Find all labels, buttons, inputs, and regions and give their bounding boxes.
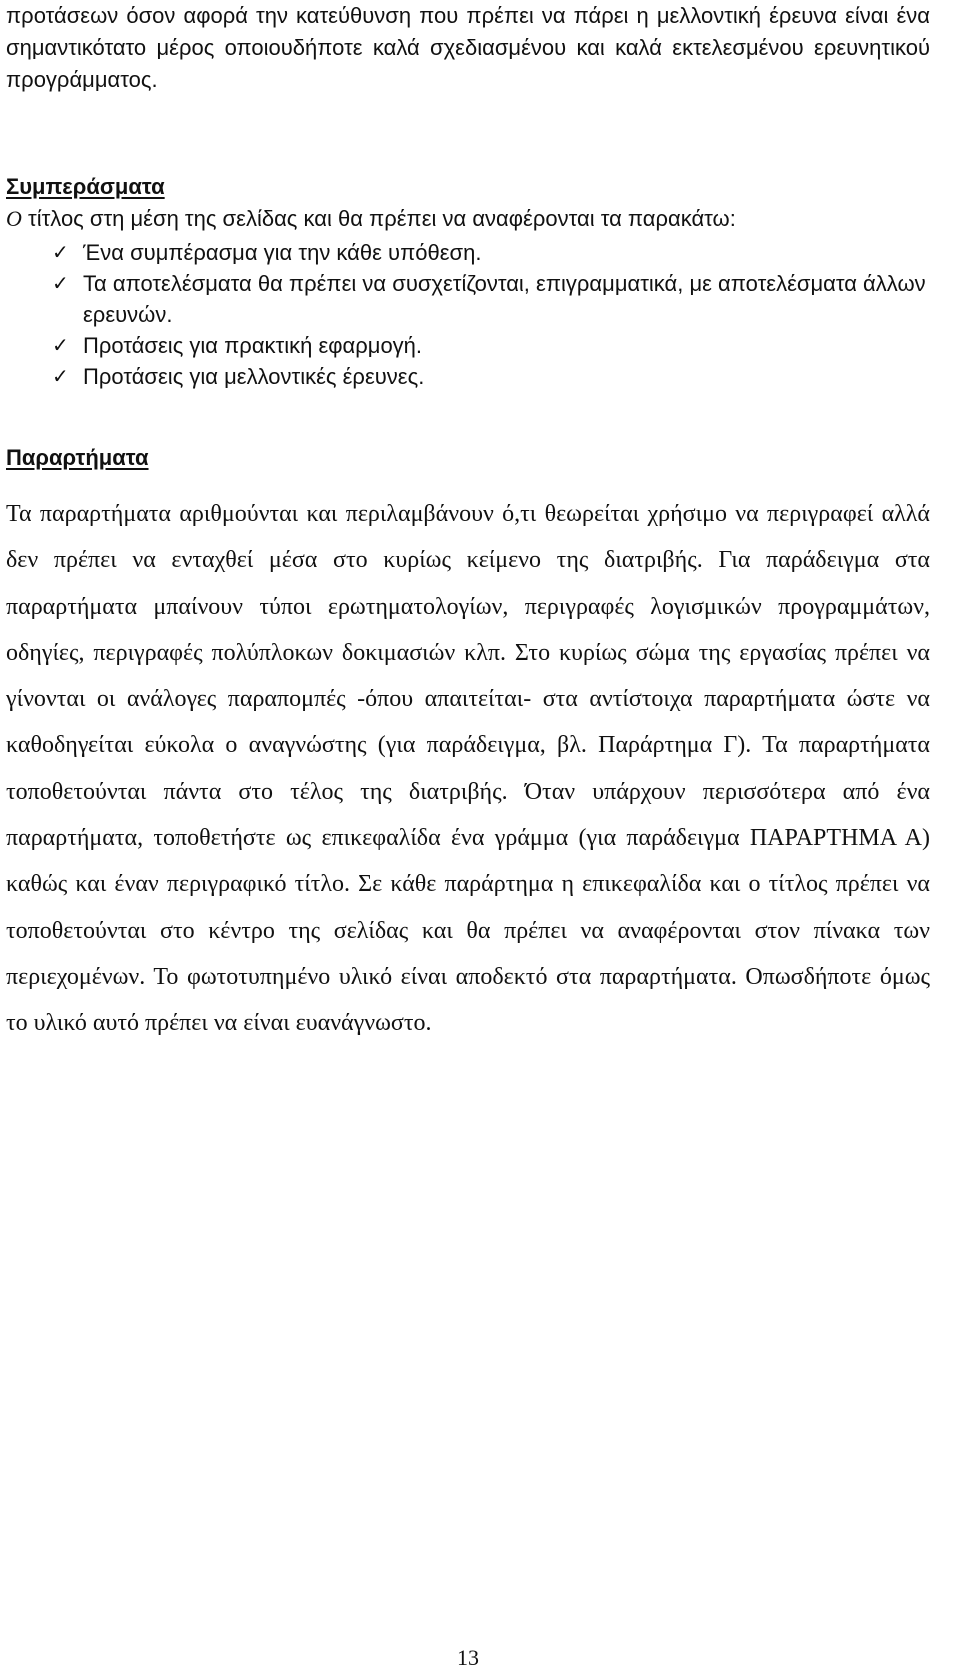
list-item (6, 237, 930, 268)
list-item (6, 330, 930, 361)
checkmark-icon: ✓ (52, 364, 69, 388)
checkmark-icon: ✓ (52, 240, 69, 264)
conclusions-checklist (6, 237, 930, 392)
checkmark-icon: ✓ (52, 333, 69, 357)
appendices-paragraph: Τα παραρτήματα αριθμούνται και περιλαμβάνουν ό,τι θεωρείται χρήσιμο να περιγραφεί αλλά δεν πρέπει να ενταχθεί μέσα στο κυρίως κείμενο της διατριβής. Για παράδειγμα στα παραρτήματα μπαίνουν τύποι ερωτηματολογίων, περιγραφές λογισμικών προγραμμάτων, οδηγίες, περιγραφές πολύπλοκων δοκιμασιών κλπ. Στο κυρίως σώμα της εργασίας πρέπει να γίνονται οι ανάλογες παραπομπές -όπου απαιτείται- στα αντίστοιχα παραρτήματα ώστε να καθοδηγείται εύκολα ο αναγνώστης (για παράδειγμα, βλ. Παράρτημα Γ). Τα παραρτήματα τοποθετούνται πάντα στο τέλος της διατριβής. Όταν υπάρχουν περισσότερα από ένα παραρτήματα, τοποθετήστε ως επικεφαλίδα ένα γράμμα (για παράδειγμα ΠΑΡΑΡΤΗΜΑ Α) καθώς και έναν περιγραφικό τίτλο. Σε κάθε παράρτημα η επικεφαλίδα και ο τίτλος πρέπει να τοποθετούνται στο κέντρο της σελίδας και θα πρέπει να αναφέρονται στον πίνακα των περιεχομένων. Το φωτοτυπημένο υλικό είναι αποδεκτό στα παραρτήματα. Οπωσδήποτε όμως το υλικό αυτό πρέπει να είναι ευανάγνωστο. (6, 501, 930, 1037)
list-item-text: Τα αποτελέσματα θα πρέπει να συσχετίζονται, επιγραμματικά, με αποτελέσματα άλλων ερευνών. (83, 271, 926, 327)
list-item (6, 361, 930, 392)
conclusions-heading: Συμπεράσματα (6, 174, 165, 199)
checkmark-icon: ✓ (52, 271, 69, 295)
list-item-text: Ένα συμπέρασμα για την κάθε υπόθεση. (83, 240, 482, 265)
list-item (6, 268, 930, 330)
list-item-text: Προτάσεις για μελλοντικές έρευνες. (83, 364, 425, 389)
document-page (6, 0, 930, 1678)
lead-first-letter: Ο (6, 206, 22, 231)
intro-paragraph: προτάσεων όσον αφορά την κατεύθυνση που πρέπει να πάρει η μελλοντική έρευνα είναι ένα σημαντικότατο μέρος οποιουδήποτε καλά σχεδιασμένου και καλά εκτελεσμένου ερευνητικού προγράμματος. (6, 3, 930, 92)
appendices-heading: Παραρτήματα (6, 445, 149, 470)
page-number: 13 (457, 1645, 479, 1670)
list-item-text: Προτάσεις για πρακτική εφαρμογή. (83, 333, 423, 358)
conclusions-lead (6, 204, 736, 234)
lead-rest: τίτλος στη μέση της σελίδας και θα πρέπει να αναφέρονται τα παρακάτω: (21, 206, 736, 231)
